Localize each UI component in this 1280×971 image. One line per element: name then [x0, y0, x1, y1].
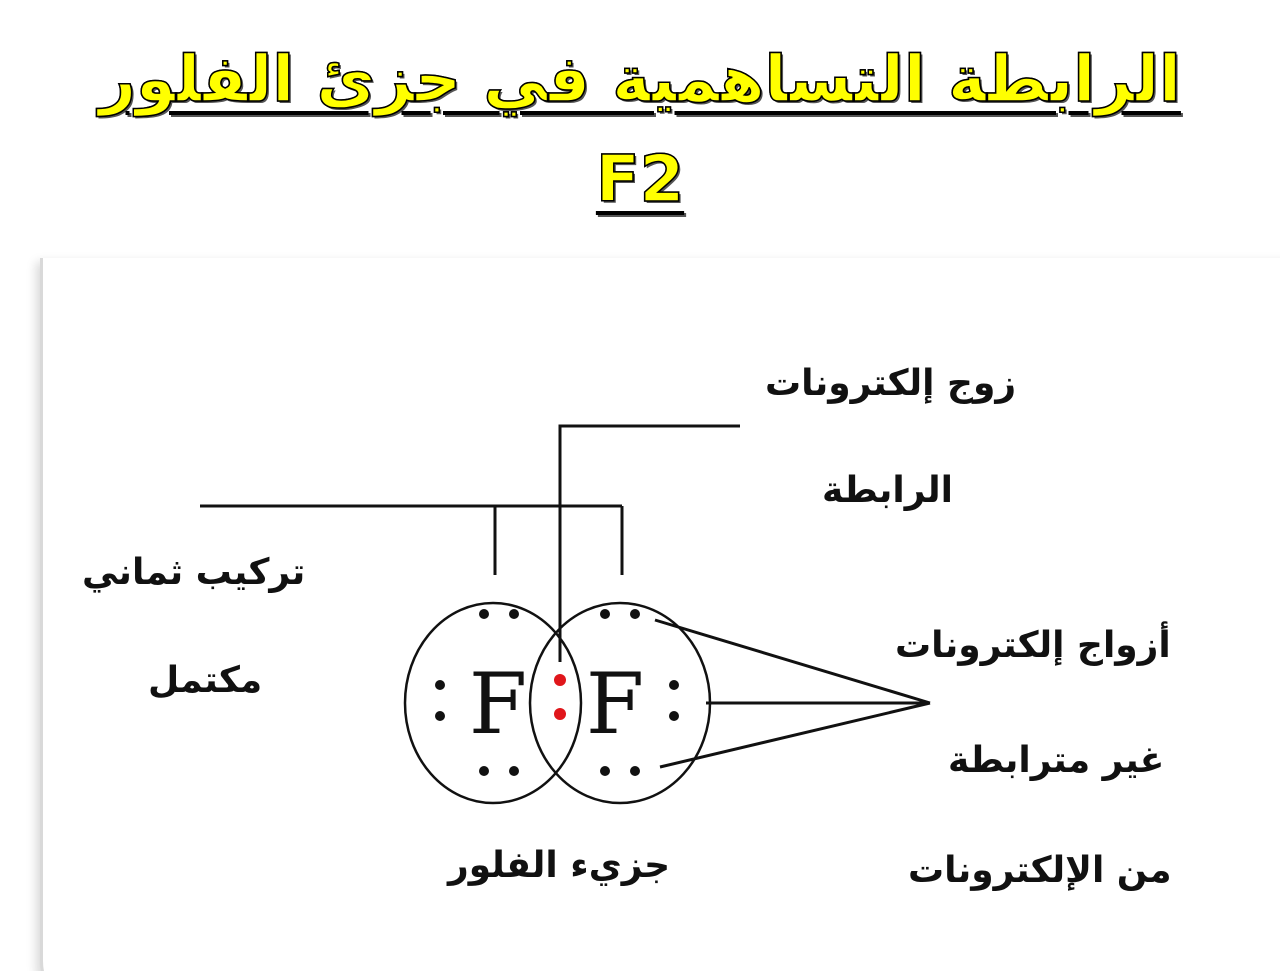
electron-dot — [630, 609, 640, 619]
octet-label-line1: تركيب ثماني — [82, 552, 306, 593]
shared-electron-dot — [554, 708, 566, 720]
molecule-name-label: جزيء الفلور — [448, 845, 671, 886]
bonding-pair-connector-line — [560, 426, 740, 662]
electron-dot — [509, 609, 519, 619]
lone-pairs-label-line2: غير مترابطة — [948, 740, 1165, 781]
lone-pairs-label-line1: أزواج إلكترونات — [895, 625, 1171, 666]
electron-dot — [600, 766, 610, 776]
electron-dot — [479, 609, 489, 619]
lone-pairs-label-line3: من الإلكترونات — [908, 850, 1172, 891]
electron-dot — [669, 680, 679, 690]
octet-label-line2: مكتمل — [148, 660, 263, 701]
bonding-electron-pair — [554, 674, 566, 720]
left-atom-symbol: F — [468, 655, 528, 753]
electron-dot — [435, 711, 445, 721]
electron-dot — [509, 766, 519, 776]
electron-dot — [669, 711, 679, 721]
electron-dot — [600, 609, 610, 619]
bonding-pair-label-line2: الرابطة — [822, 470, 954, 511]
electron-dot — [630, 766, 640, 776]
bonding-pair-label-line1: زوج إلكترونات — [765, 363, 1017, 404]
shared-electron-dot — [554, 674, 566, 686]
slide-title: الرابطة التساهمية في جزئ الفلور F2 — [99, 43, 1181, 217]
electron-dot — [435, 680, 445, 690]
lone-pairs-connector-lines — [655, 620, 930, 767]
right-atom-symbol: F — [585, 655, 645, 753]
electron-dot — [479, 766, 489, 776]
